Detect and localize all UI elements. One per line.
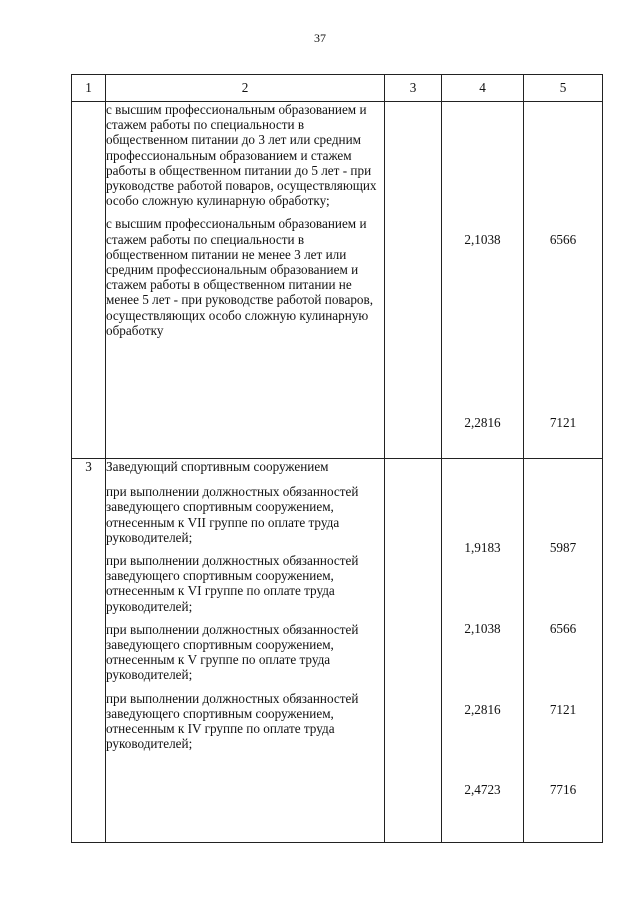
salary-value: 6566 <box>549 232 577 247</box>
header-col-1: 1 <box>72 75 106 102</box>
row-description <box>106 459 385 843</box>
salary-value: 7716 <box>549 782 577 797</box>
salary-value: 7121 <box>549 702 577 717</box>
entry-text: при выполнении должностных обязанностей заведующего спортивным сооружением, отнесенным к V группе по оплате труда руководителей; <box>106 621 359 683</box>
page-number: 37 <box>314 31 326 45</box>
salary-value: 6566 <box>549 621 577 636</box>
coefficient-value: 2,4723 <box>464 782 501 797</box>
row-number: 3 <box>72 459 106 843</box>
salary-cell <box>524 459 603 843</box>
col-3-cell <box>385 102 442 459</box>
coefficient-value: 2,2816 <box>464 702 501 717</box>
row-description <box>106 102 385 459</box>
coefficient-cell <box>442 459 524 843</box>
header-col-2: 2 <box>106 75 385 102</box>
table-header-row <box>72 75 603 102</box>
header-col-5: 5 <box>524 75 603 102</box>
salary-value: 5987 <box>549 540 577 555</box>
salary-cell <box>524 102 603 459</box>
coefficient-value: 2,2816 <box>464 415 501 430</box>
entry-text: с высшим профессиональным образованием и стажем работы по специальности в общественном питании не менее 3 лет или средним профессиональным образованием и стажем работы в общественном питании не менее 5 лет - при руководстве работой поваров, осуществляющих особо сложную кулинарную обработку <box>106 216 374 338</box>
entry-text: при выполнении должностных обязанностей заведующего спортивным сооружением, отнесенным к VII группе по оплате труда руководителей; <box>106 484 359 545</box>
entry-text: с высшим профессиональным образованием и стажем работы по специальности в общественном питании до 3 лет или средним профессиональным образованием и стажем работы в общественном питании до 5 лет - при руководстве работой поваров, осуществляющих особо сложную кулинарную обработку; <box>106 102 377 209</box>
table-row <box>72 459 603 843</box>
entry-text: при выполнении должностных обязанностей заведующего спортивным сооружением, отнесенным к IV группе по оплате труда руководителей; <box>106 690 359 752</box>
position-title: Заведующий спортивным сооружением <box>106 459 329 474</box>
salary-value: 7121 <box>549 415 577 430</box>
coefficient-value: 2,1038 <box>464 232 501 247</box>
coefficient-value: 1,9183 <box>464 540 501 555</box>
row-number <box>72 102 106 459</box>
coefficient-cell <box>442 102 524 459</box>
header-col-4: 4 <box>442 75 524 102</box>
col-3-cell <box>385 459 442 843</box>
tariff-table <box>71 74 603 843</box>
entry-text: при выполнении должностных обязанностей заведующего спортивным сооружением, отнесенным к VI группе по оплате труда руководителей; <box>106 553 359 614</box>
header-col-3: 3 <box>385 75 442 102</box>
coefficient-value: 2,1038 <box>464 621 501 636</box>
table-row <box>72 102 603 459</box>
